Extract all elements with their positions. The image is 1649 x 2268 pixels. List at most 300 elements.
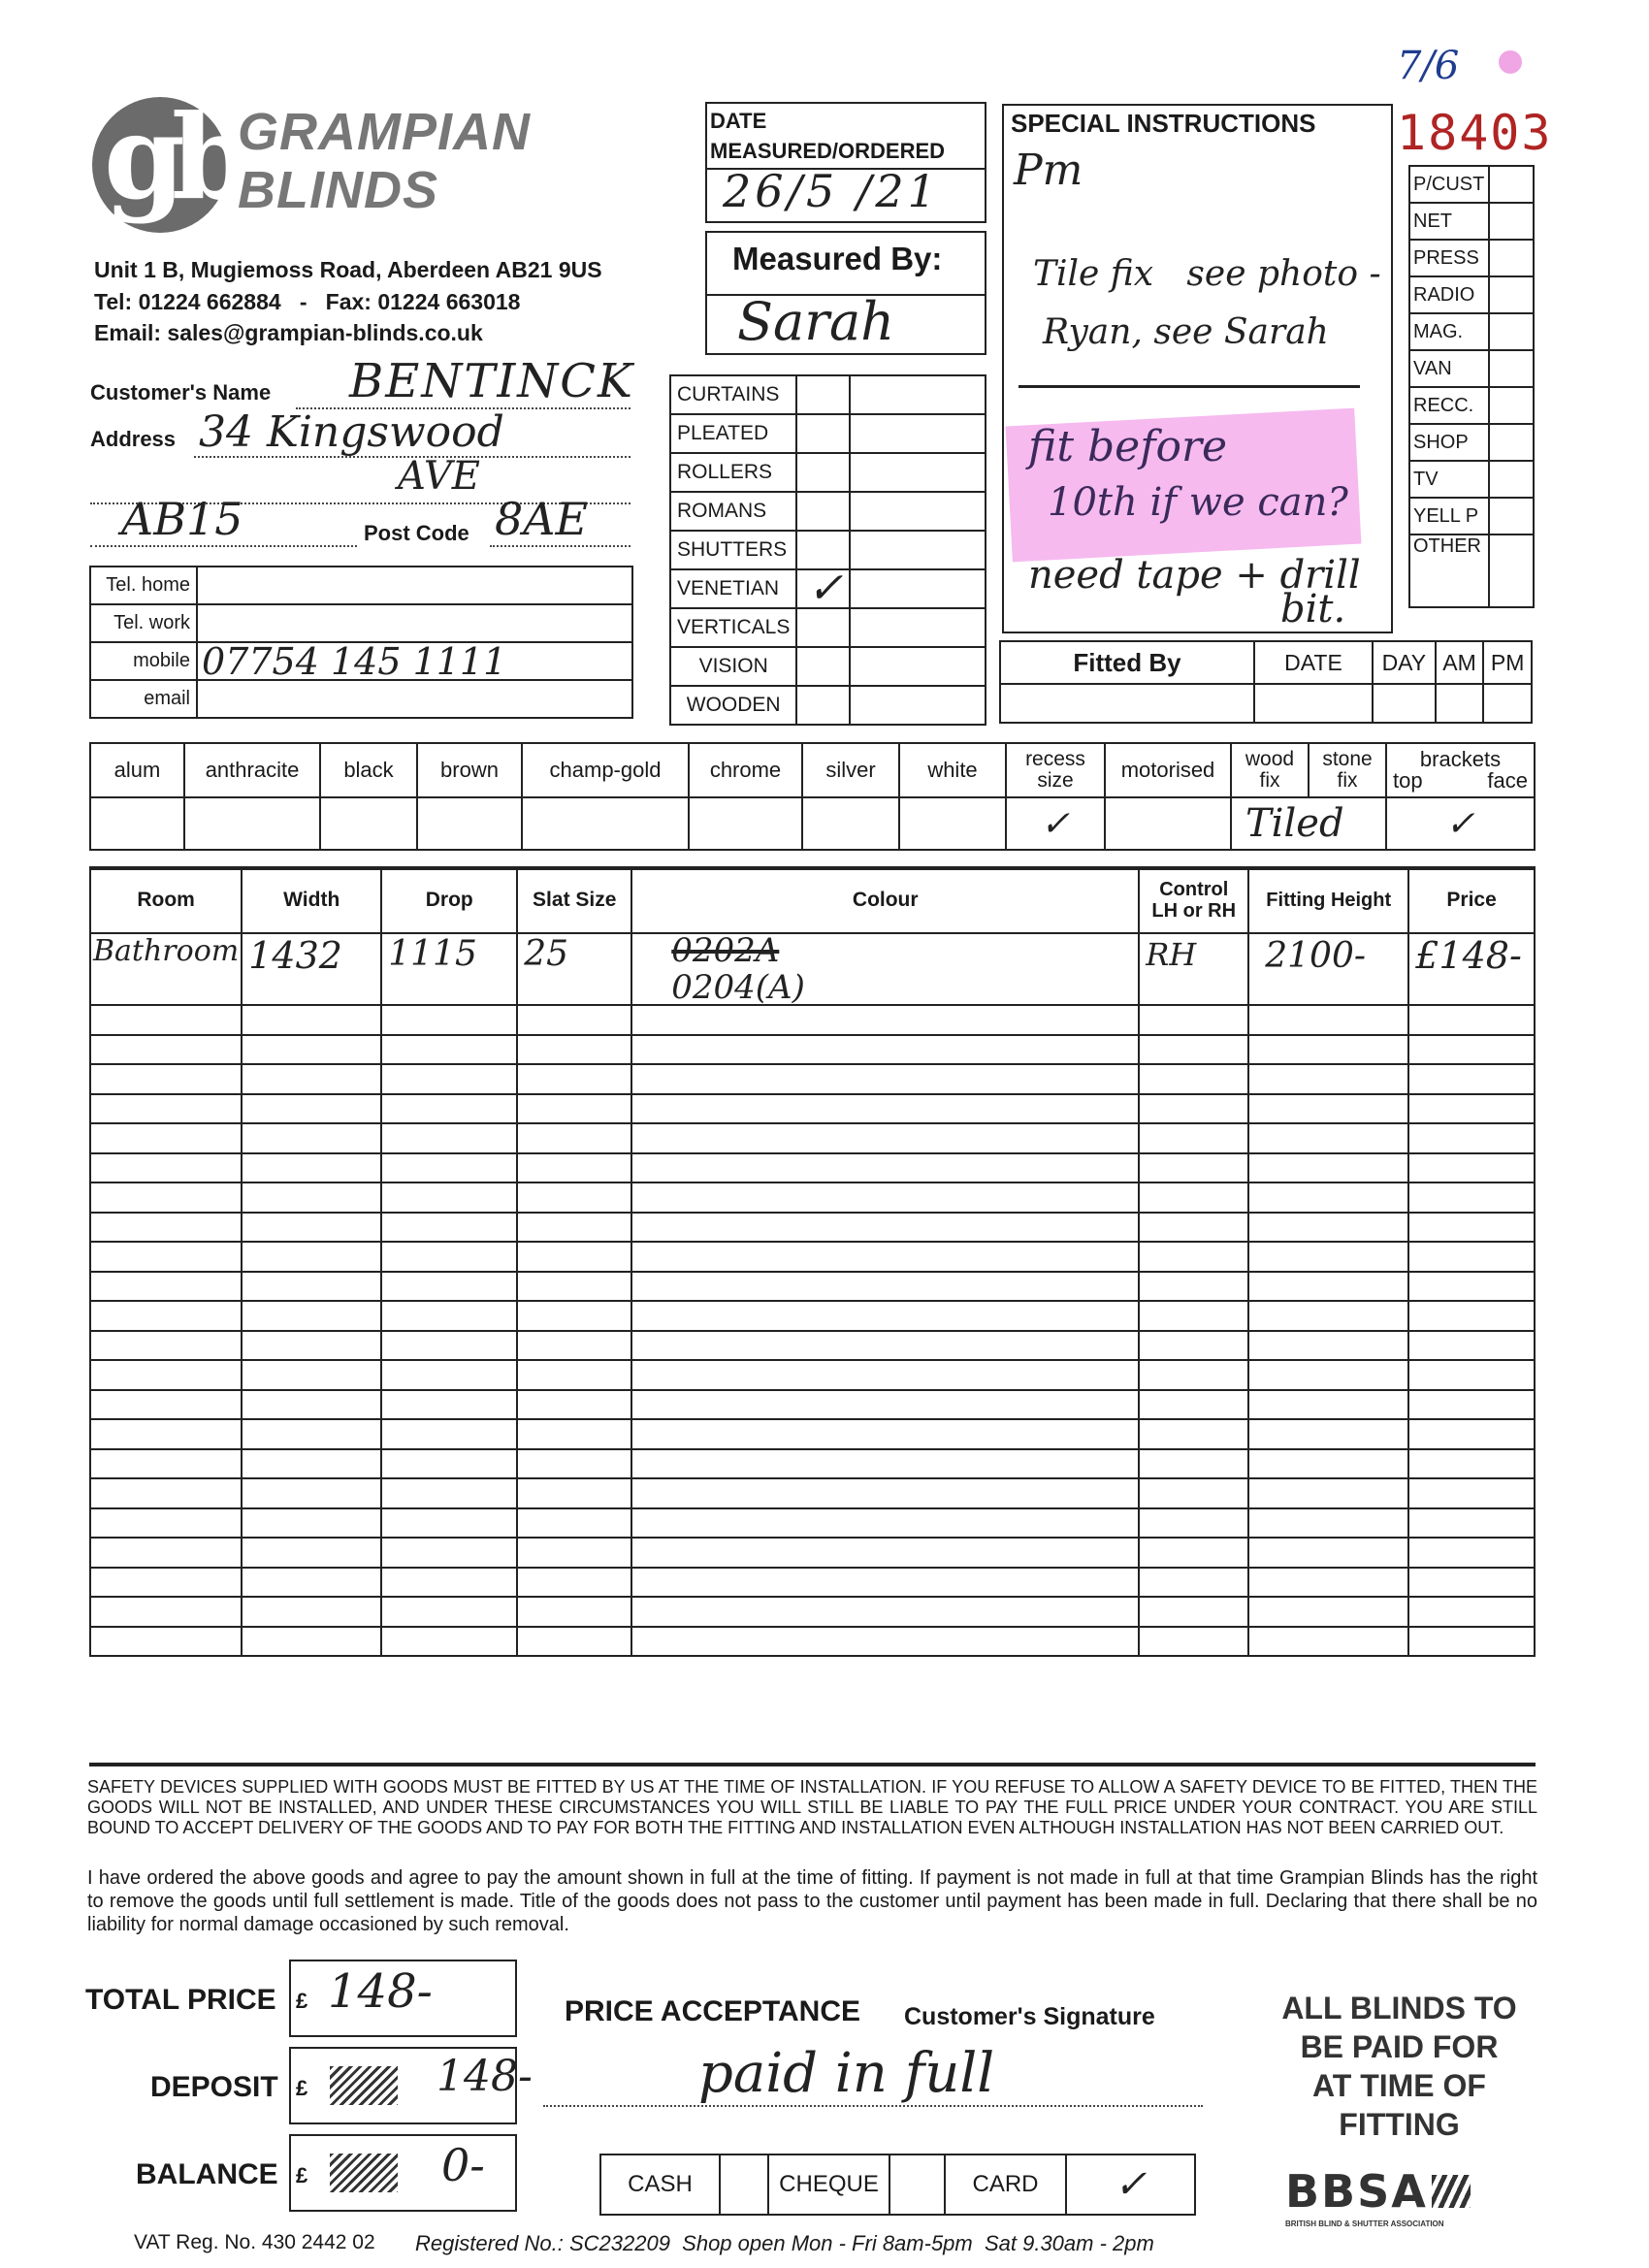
balance-value: 0- xyxy=(441,2139,485,2191)
table-cell xyxy=(1139,1568,1248,1598)
table-cell xyxy=(90,1035,242,1065)
payment-cheque: CHEQUE xyxy=(768,2155,889,2215)
table-cell xyxy=(1139,1627,1248,1657)
table-cell xyxy=(381,1360,517,1390)
deposit-scribble xyxy=(330,2066,398,2105)
table-cell xyxy=(242,1213,381,1243)
date-label: DATE xyxy=(710,109,767,133)
table-cell xyxy=(242,1272,381,1302)
table-cell xyxy=(381,1478,517,1508)
items-header: Width xyxy=(242,867,381,933)
table-cell xyxy=(517,1331,631,1361)
table-cell xyxy=(1408,1360,1535,1390)
table-cell xyxy=(1248,1331,1408,1361)
table-row xyxy=(90,1094,1535,1124)
table-cell xyxy=(1139,1183,1248,1213)
corner-note: 7/6 xyxy=(1397,44,1460,88)
table-cell xyxy=(242,1419,381,1449)
table-cell xyxy=(1408,1508,1535,1539)
special-instruction-line: Tile fix see photo - xyxy=(1033,254,1381,294)
company-email: Email: sales@grampian-blinds.co.uk xyxy=(94,320,483,345)
table-cell xyxy=(242,1449,381,1479)
option-header: silver xyxy=(802,743,899,797)
table-cell xyxy=(242,1390,381,1420)
items-header: Control LH or RH xyxy=(1139,867,1248,933)
date-label-2: MEASURED/ORDERED xyxy=(710,139,946,163)
measured-by-label: Measured By: xyxy=(732,241,943,276)
option-header: white xyxy=(899,743,1006,797)
table-cell xyxy=(242,1242,381,1272)
special-instruction-line: Ryan, see Sarah xyxy=(1043,312,1329,352)
address-label: Address xyxy=(90,427,177,451)
special-instruction-highlight: fit before xyxy=(1028,422,1228,471)
table-cell xyxy=(90,1272,242,1302)
special-instruction-line: Pm xyxy=(1014,146,1083,195)
table-cell xyxy=(1408,1627,1535,1657)
table-row xyxy=(90,1064,1535,1094)
option-header: alum xyxy=(90,743,184,797)
table-cell xyxy=(90,1508,242,1539)
item-price: £148- xyxy=(1408,933,1535,1005)
table-row xyxy=(90,1005,1535,1035)
table-cell xyxy=(381,1301,517,1331)
payment-cash: CASH xyxy=(600,2155,720,2215)
item-colour-value: 0204(A) xyxy=(671,968,805,1007)
balance-scribble xyxy=(330,2154,398,2192)
table-cell xyxy=(90,1538,242,1568)
table-row xyxy=(90,1213,1535,1243)
brackets-header xyxy=(1386,743,1535,797)
table-cell xyxy=(631,1568,1139,1598)
item-control: RH xyxy=(1139,933,1248,1005)
table-cell xyxy=(381,1390,517,1420)
table-cell xyxy=(242,1538,381,1568)
table-cell xyxy=(1248,1449,1408,1479)
table-cell xyxy=(381,1035,517,1065)
table-cell xyxy=(517,1123,631,1153)
table-cell xyxy=(90,1597,242,1627)
table-cell xyxy=(90,1183,242,1213)
table-row xyxy=(90,1568,1535,1598)
table-cell xyxy=(1139,1360,1248,1390)
table-cell xyxy=(1139,1419,1248,1449)
fitted-pm-label: PM xyxy=(1483,641,1532,684)
table-cell xyxy=(242,1627,381,1657)
table-cell xyxy=(1139,1005,1248,1035)
table-cell xyxy=(1139,1478,1248,1508)
phone-value: 07754 145 1111 xyxy=(197,642,632,680)
table-cell xyxy=(1248,1597,1408,1627)
table-cell xyxy=(90,1568,242,1598)
phone-table xyxy=(89,566,633,719)
table-cell xyxy=(1248,1094,1408,1124)
table-cell xyxy=(631,1064,1139,1094)
fitted-date-label: DATE xyxy=(1254,641,1373,684)
table-cell xyxy=(631,1035,1139,1065)
table-cell xyxy=(381,1005,517,1035)
table-cell xyxy=(1139,1449,1248,1479)
table-cell xyxy=(90,1360,242,1390)
table-cell xyxy=(90,1478,242,1508)
table-cell xyxy=(1139,1301,1248,1331)
table-cell xyxy=(1248,1123,1408,1153)
signature-line xyxy=(543,2105,1203,2107)
table-cell xyxy=(1248,1272,1408,1302)
table-cell xyxy=(242,1508,381,1539)
table-cell xyxy=(517,1064,631,1094)
table-cell xyxy=(517,1242,631,1272)
brackets-mark: ✓ xyxy=(1386,797,1535,850)
table-cell xyxy=(1408,1123,1535,1153)
address-line1-value: 34 Kingswood xyxy=(199,407,504,457)
table-cell xyxy=(1408,1538,1535,1568)
option-header: brown xyxy=(417,743,522,797)
postcode-line xyxy=(490,545,630,547)
table-cell xyxy=(517,1301,631,1331)
table-row xyxy=(90,1449,1535,1479)
table-cell xyxy=(1408,1064,1535,1094)
bbsa-logo-text: BBSA xyxy=(1285,2165,1428,2218)
table-cell xyxy=(631,1005,1139,1035)
phone-value xyxy=(197,604,632,642)
table-cell xyxy=(1248,1005,1408,1035)
table-cell xyxy=(631,1153,1139,1183)
item-colour xyxy=(631,933,1139,1005)
table-row xyxy=(90,1183,1535,1213)
bbsa-stripes-icon xyxy=(1432,2175,1471,2208)
table-cell xyxy=(90,1301,242,1331)
table-cell xyxy=(242,1035,381,1065)
table-cell xyxy=(90,1213,242,1243)
table-cell xyxy=(1139,1123,1248,1153)
source-code-label: NET xyxy=(1409,203,1489,240)
company-address: Unit 1 B, Mugiemoss Road, Aberdeen AB21 9US xyxy=(94,257,602,282)
table-row xyxy=(90,933,1535,1005)
deposit-currency: £ xyxy=(296,2076,308,2100)
table-cell xyxy=(517,1213,631,1243)
notice-line: FITTING xyxy=(1339,2107,1460,2142)
table-cell xyxy=(1408,1213,1535,1243)
table-cell xyxy=(242,1331,381,1361)
registered-number: Registered No.: SC232209 Shop open Mon - Fri 8am-5pm Sat 9.30am - 2pm xyxy=(415,2231,1154,2255)
table-row xyxy=(90,1478,1535,1508)
table-cell xyxy=(517,1094,631,1124)
table-cell xyxy=(517,1272,631,1302)
address-line3-value: AB15 xyxy=(121,493,243,545)
fitted-am-label: AM xyxy=(1436,641,1484,684)
table-cell xyxy=(1248,1508,1408,1539)
payment-card: CARD xyxy=(945,2155,1066,2215)
blind-type-mark xyxy=(796,608,850,647)
table-row xyxy=(90,1035,1535,1065)
payment-notice xyxy=(1232,1989,1567,2144)
table-cell xyxy=(1248,1360,1408,1390)
table-cell xyxy=(517,1597,631,1627)
option-header: recess size xyxy=(1006,743,1105,797)
table-cell xyxy=(517,1568,631,1598)
table-cell xyxy=(517,1627,631,1657)
table-cell xyxy=(1248,1301,1408,1331)
table-cell xyxy=(90,1390,242,1420)
order-number: 18403 xyxy=(1397,105,1553,161)
source-code-label: PRESS xyxy=(1409,240,1489,276)
table-row xyxy=(90,1242,1535,1272)
table-row xyxy=(90,1272,1535,1302)
deposit-value: 148- xyxy=(436,2052,533,2101)
table-cell xyxy=(1408,1301,1535,1331)
option-header: chrome xyxy=(689,743,802,797)
table-row xyxy=(90,1301,1535,1331)
table-cell xyxy=(1408,1597,1535,1627)
option-header: wood fix xyxy=(1231,743,1309,797)
item-width: 1432 xyxy=(242,933,381,1005)
table-cell xyxy=(381,1064,517,1094)
phone-label: mobile xyxy=(90,642,197,680)
table-cell xyxy=(517,1390,631,1420)
table-row xyxy=(90,1123,1535,1153)
table-cell xyxy=(631,1301,1139,1331)
items-header: Room xyxy=(90,867,242,933)
table-cell xyxy=(1408,1478,1535,1508)
option-header: motorised xyxy=(1105,743,1231,797)
stone-fix-value: Tiled xyxy=(1231,797,1386,850)
table-cell xyxy=(90,1419,242,1449)
table-cell xyxy=(1139,1331,1248,1361)
phone-value xyxy=(197,680,632,718)
source-codes-table xyxy=(1408,165,1535,608)
item-room: Bathroom xyxy=(90,933,242,1005)
table-cell xyxy=(1248,1183,1408,1213)
phone-label: email xyxy=(90,680,197,718)
table-cell xyxy=(381,1123,517,1153)
table-cell xyxy=(1248,1478,1408,1508)
postcode-label: Post Code xyxy=(364,521,469,545)
table-cell xyxy=(242,1094,381,1124)
source-code-label: RADIO xyxy=(1409,276,1489,313)
table-row xyxy=(90,1508,1535,1539)
table-cell xyxy=(1139,1390,1248,1420)
table-cell xyxy=(1408,1568,1535,1598)
table-cell xyxy=(1248,1538,1408,1568)
table-cell xyxy=(1248,1568,1408,1598)
source-code-label: OTHER xyxy=(1409,535,1489,607)
table-cell xyxy=(1408,1153,1535,1183)
customer-name-label: Customer's Name xyxy=(90,380,272,405)
table-row xyxy=(90,1538,1535,1568)
table-cell xyxy=(381,1094,517,1124)
special-instruction-line: bit. xyxy=(1280,587,1346,632)
source-code-label: MAG. xyxy=(1409,313,1489,350)
table-cell xyxy=(631,1094,1139,1124)
notice-line: ALL BLINDS TO xyxy=(1281,1991,1517,2025)
table-cell xyxy=(381,1153,517,1183)
table-cell xyxy=(381,1597,517,1627)
table-cell xyxy=(1139,1153,1248,1183)
price-acceptance-sub: Customer's Signature xyxy=(904,2003,1155,2030)
brackets-label: brackets xyxy=(1419,747,1502,771)
table-cell xyxy=(381,1419,517,1449)
table-cell xyxy=(1248,1213,1408,1243)
table-row xyxy=(90,1153,1535,1183)
items-header: Fitting Height xyxy=(1248,867,1408,933)
table-cell xyxy=(1248,1242,1408,1272)
source-code-label: RECC. xyxy=(1409,387,1489,424)
notice-line: BE PAID FOR xyxy=(1300,2029,1499,2064)
measured-by-value: Sarah xyxy=(737,291,894,352)
brackets-top-label: top xyxy=(1393,768,1423,793)
fitted-by-label: Fitted By xyxy=(1000,641,1254,684)
table-cell xyxy=(1408,1094,1535,1124)
table-cell xyxy=(1408,1272,1535,1302)
table-cell xyxy=(242,1153,381,1183)
source-code-label: SHOP xyxy=(1409,424,1489,461)
table-cell xyxy=(90,1242,242,1272)
blind-type-mark xyxy=(796,686,850,725)
date-value: 26/5 /21 xyxy=(723,165,940,217)
table-cell xyxy=(1139,1272,1248,1302)
table-cell xyxy=(1139,1538,1248,1568)
table-cell xyxy=(1139,1064,1248,1094)
table-cell xyxy=(90,1005,242,1035)
table-cell xyxy=(1248,1064,1408,1094)
table-cell xyxy=(631,1360,1139,1390)
items-header: Slat Size xyxy=(517,867,631,933)
table-cell xyxy=(517,1153,631,1183)
table-cell xyxy=(381,1331,517,1361)
table-cell xyxy=(1139,1242,1248,1272)
bbsa-logo xyxy=(1285,2165,1508,2228)
phone-label: Tel. home xyxy=(90,567,197,604)
bbsa-caption: BRITISH BLIND & SHUTTER ASSOCIATION xyxy=(1285,2219,1444,2228)
option-header: black xyxy=(320,743,417,797)
table-cell xyxy=(1139,1094,1248,1124)
recess-size-mark: ✓ xyxy=(1006,797,1105,850)
address-line-3 xyxy=(90,545,357,547)
balance-label: BALANCE xyxy=(136,2158,278,2190)
table-cell xyxy=(242,1478,381,1508)
blind-type-mark xyxy=(796,453,850,492)
blind-type-label: PLEATED xyxy=(670,414,796,453)
item-slat: 25 xyxy=(517,933,631,1005)
table-cell xyxy=(242,1360,381,1390)
table-cell xyxy=(90,1627,242,1657)
table-cell xyxy=(242,1597,381,1627)
table-row xyxy=(90,1360,1535,1390)
phone-label: Tel. work xyxy=(90,604,197,642)
blind-type-label: ROMANS xyxy=(670,492,796,531)
table-cell xyxy=(381,1449,517,1479)
total-price-label: TOTAL PRICE xyxy=(85,1984,276,2016)
blind-type-mark xyxy=(796,647,850,686)
blind-types-table xyxy=(669,374,986,726)
customer-name-value: BENTINCK xyxy=(349,354,634,408)
table-cell xyxy=(517,1478,631,1508)
item-drop: 1115 xyxy=(381,933,517,1005)
total-currency: £ xyxy=(296,1989,308,2013)
table-cell xyxy=(631,1242,1139,1272)
table-cell xyxy=(631,1627,1139,1657)
table-cell xyxy=(242,1301,381,1331)
company-name-line1: GRAMPIAN xyxy=(238,103,531,161)
table-cell xyxy=(517,1508,631,1539)
table-cell xyxy=(381,1508,517,1539)
table-cell xyxy=(1408,1419,1535,1449)
option-header: champ-gold xyxy=(522,743,689,797)
table-cell xyxy=(631,1419,1139,1449)
total-price-value: 148- xyxy=(328,1964,433,2019)
table-cell xyxy=(1139,1213,1248,1243)
table-cell xyxy=(1408,1035,1535,1065)
table-cell xyxy=(381,1213,517,1243)
table-cell xyxy=(242,1123,381,1153)
table-cell xyxy=(1408,1331,1535,1361)
table-cell xyxy=(631,1123,1139,1153)
table-cell xyxy=(631,1390,1139,1420)
table-cell xyxy=(90,1123,242,1153)
blind-type-label: CURTAINS xyxy=(670,375,796,414)
table-cell xyxy=(631,1449,1139,1479)
fitted-by-table xyxy=(999,640,1533,724)
vat-number: VAT Reg. No. 430 2442 02 xyxy=(134,2231,375,2253)
table-cell xyxy=(381,1627,517,1657)
table-cell xyxy=(517,1005,631,1035)
table-cell xyxy=(381,1183,517,1213)
source-code-label: P/CUST xyxy=(1409,166,1489,203)
table-cell xyxy=(1248,1390,1408,1420)
table-row xyxy=(90,1390,1535,1420)
table-cell xyxy=(90,1064,242,1094)
phone-value xyxy=(197,567,632,604)
table-cell xyxy=(90,1094,242,1124)
payment-table xyxy=(599,2154,1196,2216)
table-cell xyxy=(242,1064,381,1094)
table-cell xyxy=(517,1449,631,1479)
blind-type-mark xyxy=(796,414,850,453)
table-cell xyxy=(1139,1035,1248,1065)
table-cell xyxy=(242,1568,381,1598)
table-row xyxy=(90,1597,1535,1627)
logo-letters: gb xyxy=(104,89,240,226)
postcode-value: 8AE xyxy=(495,493,589,545)
table-row xyxy=(90,1627,1535,1657)
company-logo xyxy=(92,89,240,233)
item-colour-struck: 0202A xyxy=(671,931,780,970)
table-cell xyxy=(1408,1390,1535,1420)
address-line2-value: AVE xyxy=(398,454,480,499)
source-code-label: TV xyxy=(1409,461,1489,498)
table-cell xyxy=(631,1508,1139,1539)
table-cell xyxy=(1248,1627,1408,1657)
payment-card-mark: ✓ xyxy=(1066,2155,1195,2215)
table-cell xyxy=(242,1005,381,1035)
price-acceptance-label: PRICE ACCEPTANCE xyxy=(565,1995,861,2027)
items-header: Drop xyxy=(381,867,517,933)
special-instruction-line: need tape + drill xyxy=(1028,553,1361,598)
table-cell xyxy=(517,1419,631,1449)
item-height: 2100- xyxy=(1248,933,1408,1005)
items-header: Price xyxy=(1408,867,1535,933)
table-cell xyxy=(1139,1597,1248,1627)
company-phone-fax: Tel: 01224 662884 - Fax: 01224 663018 xyxy=(94,289,521,314)
special-instructions-label: SPECIAL INSTRUCTIONS xyxy=(1011,109,1316,138)
option-header: stone fix xyxy=(1309,743,1386,797)
items-header: Colour xyxy=(631,867,1139,933)
table-cell xyxy=(242,1183,381,1213)
table-cell xyxy=(517,1538,631,1568)
company-name-line2: BLINDS xyxy=(238,161,438,219)
brackets-face-label: face xyxy=(1487,768,1528,793)
table-cell xyxy=(631,1538,1139,1568)
